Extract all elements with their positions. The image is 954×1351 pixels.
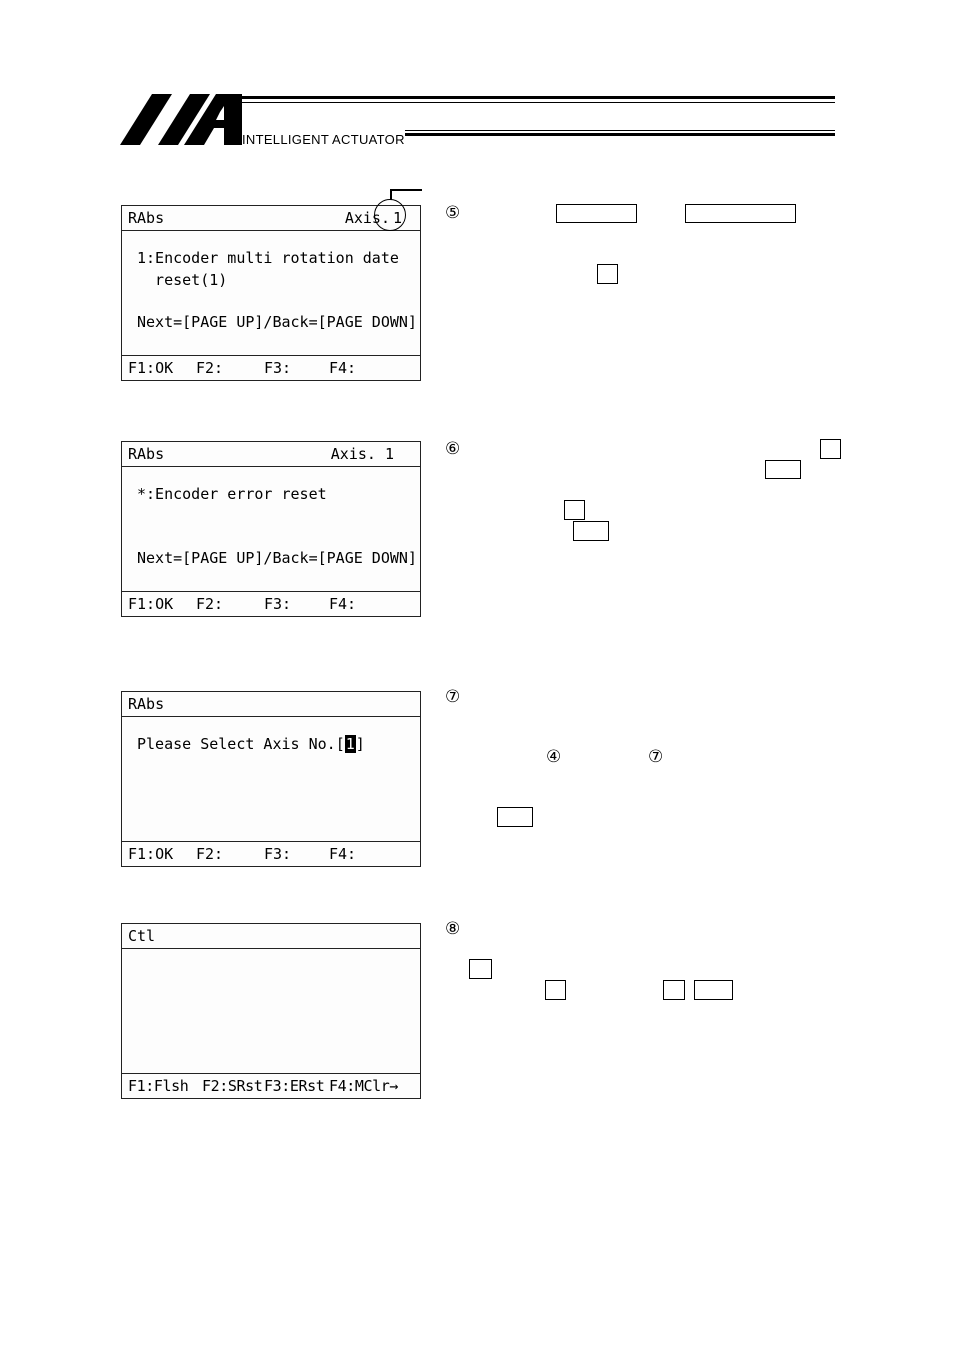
step-ref-7: ⑦ [648,747,664,767]
step-ref-4: ④ [546,747,562,767]
menu-line: 1:Encoder multi rotation date [137,249,399,267]
screen-title: RAbs [128,209,165,227]
key-box [545,980,566,1000]
step-number-6: ⑥ [445,439,461,459]
header-rule-bottom-thin [405,130,835,131]
f3-key[interactable]: F3: [264,359,292,377]
axis-number: 1 [392,209,402,227]
header-rule-top-thin [242,102,835,103]
axis-label: Axis. [344,209,390,227]
lcd-title-bar [122,442,420,467]
f3-error-reset-key[interactable]: F3:ERst [264,1077,325,1095]
brand-name: INTELLIGENT ACTUATOR [242,132,405,147]
bracket-close: ] [355,735,365,753]
key-box [564,500,585,520]
callout-leader-vertical [390,189,392,200]
axis-label: Axis. 1 [330,445,394,463]
lcd-title-bar [122,924,420,949]
callout-leader-horizontal [390,189,422,191]
f2-software-reset-key[interactable]: F2:SRst [202,1077,263,1095]
f3-key[interactable]: F3: [264,595,292,613]
key-box [820,439,841,459]
lcd-screen-rabs-encoder-error [121,441,421,617]
f2-key[interactable]: F2: [196,845,224,863]
f4-memory-clear-key[interactable]: F4:MClr→ [329,1077,399,1095]
key-box [765,460,801,479]
axis-prompt-line [137,735,365,753]
header-rule-top-thick [242,96,835,99]
key-box [694,980,733,1000]
key-box [556,204,637,223]
f1-key[interactable]: F1:OK [128,845,174,863]
axis-prompt: Please Select Axis No. [137,735,336,753]
function-key-bar [122,355,420,380]
f1-key[interactable]: F1:OK [128,595,174,613]
header-rule-bottom-thick [405,133,835,136]
key-box [685,204,796,223]
screen-title: RAbs [128,695,165,713]
f2-key[interactable]: F2: [196,595,224,613]
f4-key[interactable]: F4: [329,359,357,377]
step-number-5: ⑤ [445,203,461,223]
menu-line: reset(1) [137,271,228,289]
function-key-bar [122,841,420,866]
key-box [469,959,492,979]
page-nav-hint: Next=[PAGE UP]/Back=[PAGE DOWN] [137,549,417,567]
page-nav-hint: Next=[PAGE UP]/Back=[PAGE DOWN] [137,313,417,331]
f3-key[interactable]: F3: [264,845,292,863]
key-box [663,980,685,1000]
key-box [497,807,533,827]
key-box [573,521,609,541]
function-key-bar [122,1073,420,1098]
key-box [597,264,618,284]
screen-title: Ctl [128,927,156,945]
f4-key[interactable]: F4: [329,595,357,613]
f4-key[interactable]: F4: [329,845,357,863]
menu-line: *:Encoder error reset [137,485,327,503]
f1-flash-key[interactable]: F1:Flsh [128,1077,189,1095]
f1-key[interactable]: F1:OK [128,359,174,377]
lcd-screen-rabs-multi-rotation [121,205,421,381]
axis-number-input[interactable]: 1 [345,735,355,753]
bracket-open: [ [335,735,345,753]
lcd-title-bar [122,692,420,717]
f2-key[interactable]: F2: [196,359,224,377]
step-number-7: ⑦ [445,687,461,707]
step-number-8: ⑧ [445,919,461,939]
iai-logo [120,94,242,146]
lcd-screen-rabs-select-axis [121,691,421,867]
function-key-bar [122,591,420,616]
axis-callout-circle [374,199,406,231]
screen-title: RAbs [128,445,165,463]
lcd-screen-ctl [121,923,421,1099]
